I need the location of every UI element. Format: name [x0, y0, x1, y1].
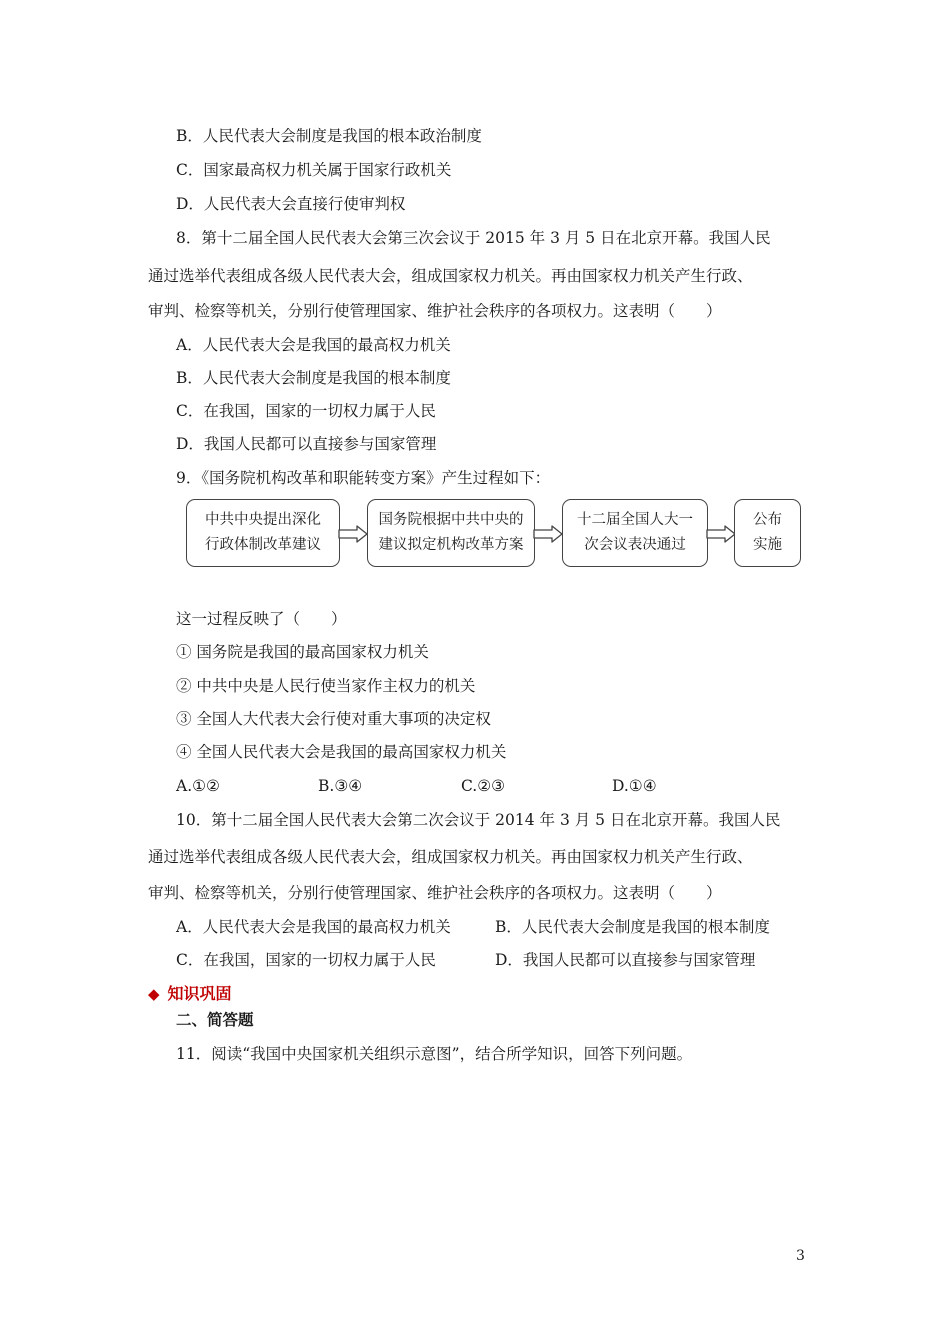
q9-statement-1: ① 国务院是我国的最高国家权力机关	[176, 643, 429, 661]
q8-option-a: A．人民代表大会是我国的最高权力机关	[176, 336, 451, 354]
flow-arrow-1-icon	[338, 525, 368, 543]
q10-stem-line-3: 审判、检察等机关，分别行使管理国家、维护社会秩序的各项权力。这表明（ ）	[148, 884, 722, 902]
q7-option-c: C．国家最高权力机关属于国家行政机关	[176, 161, 452, 179]
flow-arrow-3-icon	[706, 525, 736, 543]
flow-step-3-line-2: 次会议表决通过	[584, 537, 686, 553]
q8-option-d: D．我国人民都可以直接参与国家管理	[176, 435, 437, 453]
flow-step-1-line-2: 行政体制改革建议	[205, 537, 321, 553]
flow-step-4	[734, 499, 801, 567]
q11-stem: 11．阅读“我国中央国家机关组织示意图”，结合所学知识，回答下列问题。	[176, 1045, 693, 1063]
q9-flowchart	[0, 499, 950, 571]
flow-step-4-line-1: 公布	[753, 512, 782, 528]
section-title: 知识巩固	[167, 984, 232, 1003]
q8-stem-line-2: 通过选举代表组成各级人民代表大会，组成国家权力机关。再由国家权力机关产生行政、	[148, 267, 753, 285]
q10-option-a: A．人民代表大会是我国的最高权力机关	[176, 918, 451, 936]
q10-option-c: C．在我国，国家的一切权力属于人民	[176, 951, 436, 969]
flow-step-4-line-2: 实施	[753, 537, 782, 553]
q9-prompt: 这一过程反映了（ ）	[176, 610, 347, 628]
q10-stem-line-1: 10．第十二届全国人民代表大会第二次会议于 2014 年 3 月 5 日在北京开幕。我国人民	[176, 811, 781, 829]
section-heading	[148, 983, 232, 1005]
flow-arrow-2-icon	[533, 525, 563, 543]
flow-step-2-line-1: 国务院根据中共中央的	[378, 512, 524, 528]
diamond-bullet-icon: ◆	[148, 985, 160, 1003]
q7-option-d: D．人民代表大会直接行使审判权	[176, 195, 406, 213]
q9-statement-2: ② 中共中央是人民行使当家作主权力的机关	[176, 677, 476, 695]
q9-statement-4: ④ 全国人民代表大会是我国的最高国家权力机关	[176, 743, 507, 761]
flow-step-3	[562, 499, 708, 567]
q9-option-b: B.③④	[318, 777, 363, 795]
q8-option-b: B．人民代表大会制度是我国的根本制度	[176, 369, 451, 387]
q10-stem-line-2: 通过选举代表组成各级人民代表大会，组成国家权力机关。再由国家权力机关产生行政、	[148, 848, 753, 866]
q9-option-c: C.②③	[461, 777, 506, 795]
q8-option-c: C．在我国，国家的一切权力属于人民	[176, 402, 436, 420]
q9-option-a: A.①②	[176, 777, 220, 795]
q10-option-b: B．人民代表大会制度是我国的根本制度	[495, 918, 770, 936]
sub-heading: 二、简答题	[176, 1011, 254, 1029]
page-number: 3	[796, 1248, 805, 1264]
flow-step-2-line-2: 建议拟定机构改革方案	[378, 537, 524, 553]
q9-stem: 9．《国务院机构改革和职能转变方案》产生过程如下：	[176, 469, 551, 487]
flow-step-1-line-1: 中共中央提出深化	[205, 512, 321, 528]
flow-step-2	[367, 499, 535, 567]
q9-statement-3: ③ 全国人大代表大会行使对重大事项的决定权	[176, 710, 491, 728]
q8-stem-line-3: 审判、检察等机关，分别行使管理国家、维护社会秩序的各项权力。这表明（ ）	[148, 302, 722, 320]
q8-stem-line-1: 8．第十二届全国人民代表大会第三次会议于 2015 年 3 月 5 日在北京开幕。我国人民	[176, 229, 771, 247]
q9-option-d: D.①④	[612, 777, 657, 795]
q7-option-b: B．人民代表大会制度是我国的根本政治制度	[176, 127, 482, 145]
q10-option-d: D．我国人民都可以直接参与国家管理	[495, 951, 756, 969]
flow-step-1	[186, 499, 340, 567]
flow-step-3-line-1: 十二届全国人大一	[577, 512, 693, 528]
